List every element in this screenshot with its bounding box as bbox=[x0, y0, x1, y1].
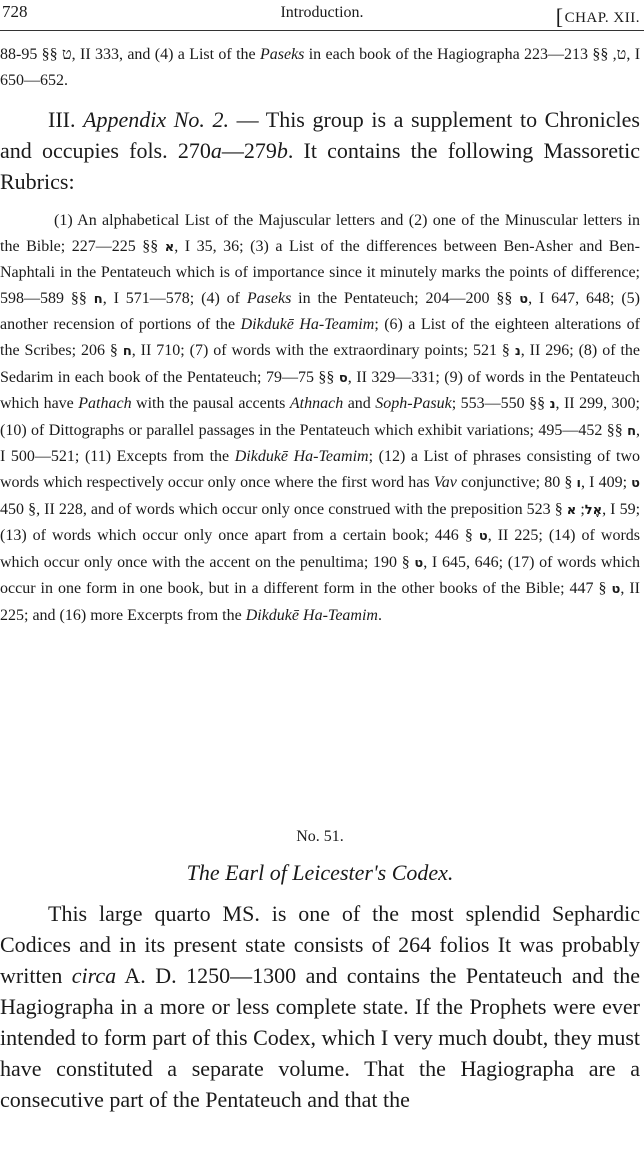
rubric-italic: Dikdukē Ha-Teamim bbox=[240, 316, 375, 334]
rubric-text: § 523, I 59; (13) of words which occur only once apart from a certain book; bbox=[0, 500, 641, 545]
intro-text-1: ט §§ 88-95, II 333, and (4) a List of the bbox=[0, 46, 260, 63]
hebrew-letter: ח bbox=[627, 423, 637, 439]
hebrew-letter: ט bbox=[519, 291, 529, 307]
rubric-text: § 447, II 225; and (16) more Excerpts from the bbox=[0, 580, 641, 624]
rubric-text: § 190, I 645, 646; (17) of words which occur in one form in one book, but in a different form in the other books of the Bible; bbox=[0, 553, 641, 598]
appendix-text-1: — This group is a supplement to Chronicles and occupies fols. 270 bbox=[0, 107, 640, 163]
header-rule bbox=[0, 30, 644, 31]
section-title: The Earl of Leicester's Codex. bbox=[186, 860, 454, 885]
rubric-text: . bbox=[377, 606, 382, 624]
fol-a: a bbox=[210, 138, 222, 163]
rubric-text: § 206, II 710; (7) of words with the extraordinary points; bbox=[80, 341, 473, 359]
rubric-text: (1) An alphabetical List of the Majuscular letters and (2) one of the Minuscular letters in the Bible; bbox=[0, 212, 640, 255]
rubric-text: ; bbox=[576, 500, 585, 518]
appendix-text-2: —279 bbox=[221, 138, 277, 163]
bracket-glyph: [ bbox=[555, 4, 564, 29]
rubric-text: §§ 75—79, II 329—331; (9) of words in the Pentateuch which have bbox=[0, 368, 640, 413]
appendix-paragraph bbox=[0, 104, 640, 197]
appendix-heading: Appendix No. 2. bbox=[83, 107, 229, 132]
hebrew-letter: ח bbox=[93, 291, 103, 307]
hebrew-letter: ט bbox=[611, 582, 621, 598]
hebrew-word: אֶל bbox=[584, 502, 603, 518]
rubric-text: §§ 225—227, I 35, 36; (3) a List of the differences between Ben-Asher and Ben-Naphtali in the Pentateuch which is of importance since it minutely marks the points of difference; bbox=[0, 237, 641, 282]
running-title: Introduction. bbox=[280, 4, 364, 21]
rubric-text: with the pausal accents bbox=[131, 395, 290, 413]
rubric-text: conjunctive; bbox=[456, 473, 545, 491]
body-italic: circa bbox=[71, 963, 117, 988]
intro-fragment bbox=[0, 42, 640, 93]
rubric-text: § 80, I 409; bbox=[544, 473, 632, 491]
hebrew-letter: נ bbox=[549, 397, 556, 413]
body-text-2: A. D. 1250—1300 and contains the Pentateuch and the Hagiographa in a more or less complete state. If the Prophets were ever intended to form part of this Codex, which I very much doubt, they must have constituted a separate volume. That the Hagiographa are a consecutive part of the Pentateuch and that the bbox=[0, 963, 640, 1112]
rubric-italic: Pathach bbox=[78, 395, 132, 413]
rubric-text: §§ 589—598, I 571—578; (4) of bbox=[0, 289, 247, 307]
rubric-italic: Soph-Pasuk bbox=[375, 395, 452, 413]
hebrew-letter: א bbox=[566, 502, 577, 518]
body-text-1: This large quarto MS. is one of the most splendid Sephardic Codices and in its present state consists of 264 folios It was probably written bbox=[0, 901, 640, 988]
rubric-italic: Dikdukē Ha-Teamim bbox=[245, 606, 378, 624]
hebrew-letter: ח bbox=[122, 343, 132, 359]
running-header bbox=[0, 2, 644, 28]
hebrew-letter: א bbox=[164, 239, 175, 255]
chapter-label bbox=[556, 2, 640, 28]
body-paragraph bbox=[0, 898, 640, 1115]
intro-text-2: in each book of the Hagiographa ט, §§ 213—223, I 650—652. bbox=[0, 46, 641, 89]
appendix-text-3: . It contains the following Massoretic Rubrics: bbox=[0, 138, 640, 194]
rubric-text: §§ 550—553, II 299, 300; (10) of Dittographs or parallel passages in the Pentateuch which exhibit variations; bbox=[0, 395, 640, 439]
hebrew-letter: ט bbox=[631, 475, 640, 491]
rubric-text: in the Pentateuch; bbox=[291, 289, 426, 307]
hebrew-letter: ט bbox=[478, 529, 488, 545]
fol-b: b bbox=[276, 138, 288, 163]
rubric-text: § 450, II 228, and of words which occur only once construed with the preposition bbox=[0, 500, 527, 518]
section-number: No. 51. bbox=[296, 828, 344, 845]
appendix-number: III. bbox=[48, 107, 84, 132]
rubric-text: §§ 452—495, I 500—521; (11) Excepts from the bbox=[0, 421, 641, 466]
intro-italic: Paseks bbox=[259, 46, 305, 63]
rubric-italic: Vav bbox=[433, 473, 457, 491]
rubric-text: § 521, II 296; (8) of the Sedarim in each book of the Pentateuch; bbox=[0, 341, 640, 386]
hebrew-letter: ו bbox=[576, 475, 581, 491]
rubrics-list bbox=[0, 208, 640, 629]
rubric-text: §§ 200—204, I 647, 648; (5) another recension of portions of the bbox=[0, 289, 641, 334]
rubric-text: and bbox=[343, 395, 376, 413]
hebrew-letter: נ bbox=[514, 343, 521, 359]
chapter-text: CHAP. XII. bbox=[564, 10, 640, 26]
page-number: 728 bbox=[2, 2, 28, 21]
rubric-text: ; (12) a List of phrases consisting of two words which respectively occur only once where the first word has bbox=[0, 448, 640, 491]
hebrew-letter: ט bbox=[414, 555, 424, 571]
rubric-text: ; bbox=[451, 395, 461, 413]
rubric-italic: Athnach bbox=[289, 395, 344, 413]
rubric-italic: Dikdukē Ha-Teamim bbox=[234, 448, 369, 466]
rubric-text: § 446, II 225; (14) of words which occur only once with the accent on the penultima; bbox=[0, 527, 640, 571]
rubric-italic: Paseks bbox=[246, 289, 292, 307]
rubric-text: ; (6) a List of the eighteen alterations of the Scribes; bbox=[0, 316, 640, 359]
hebrew-letter: ס bbox=[338, 370, 348, 386]
